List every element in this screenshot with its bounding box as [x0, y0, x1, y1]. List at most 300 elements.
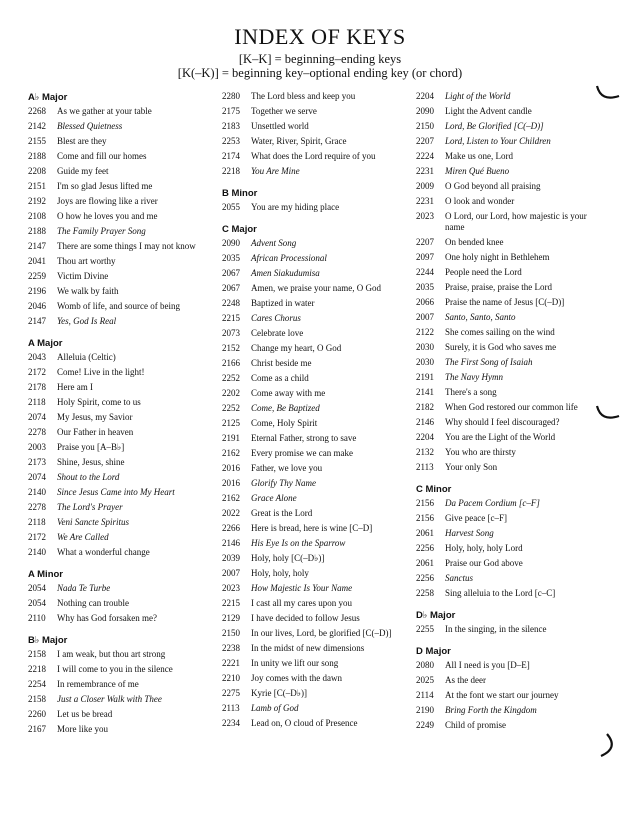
index-entry: [28, 181, 218, 192]
index-column-3: [416, 91, 606, 735]
margin-mark-icon: [593, 398, 623, 428]
index-entry: [222, 91, 412, 102]
hymn-title: What does the Lord require of you: [251, 151, 376, 161]
hymn-title: Just a Closer Walk with Thee: [57, 694, 162, 704]
hymn-title: The Navy Hymn: [445, 372, 503, 382]
hymn-title: Miren Qué Bueno: [445, 166, 510, 176]
index-entry: [28, 256, 218, 267]
hymn-title: His Eye Is on the Sparrow: [251, 538, 346, 548]
index-entry: [222, 688, 412, 699]
index-entry: [222, 433, 412, 444]
index-entry: [222, 166, 412, 177]
index-entry: [222, 313, 412, 324]
hymn-number: 2142: [28, 121, 46, 131]
hymn-number: 2172: [28, 367, 46, 377]
index-entry: [222, 418, 412, 429]
index-column-2: [222, 91, 412, 733]
hymn-title: Let us be bread: [57, 709, 113, 719]
index-entry: [416, 267, 606, 278]
hymn-title: Why should I feel discouraged?: [445, 417, 560, 427]
hymn-title: Sanctus: [445, 573, 473, 583]
index-entry: [222, 373, 412, 384]
hymn-number: 2108: [28, 211, 46, 221]
hymn-number: 2172: [28, 532, 46, 542]
hymn-title: Da Pacem Cordium [c–F]: [445, 498, 540, 508]
hymn-number: 2061: [416, 528, 434, 538]
hymn-title: One holy night in Bethlehem: [445, 252, 550, 262]
section-heading: A Minor: [28, 569, 64, 580]
hymn-number: 2080: [416, 660, 434, 670]
hymn-title: The First Song of Isaiah: [445, 357, 533, 367]
hymn-number: 2256: [416, 543, 434, 553]
hymn-title: Come as a child: [251, 373, 309, 383]
index-entry: [416, 91, 606, 102]
hymn-number: 2025: [416, 675, 434, 685]
index-entry: [28, 457, 218, 468]
hymn-number: 2202: [222, 388, 240, 398]
hymn-number: 2067: [222, 283, 240, 293]
index-entry: [28, 472, 218, 483]
hymn-title: Kyrie [C(–D♭)]: [251, 688, 307, 698]
hymn-number: 2146: [222, 538, 240, 548]
index-entry: [416, 588, 606, 599]
hymn-number: 2204: [416, 432, 434, 442]
hymn-number: 2054: [28, 598, 46, 608]
hymn-number: 2231: [416, 166, 434, 176]
hymn-number: 2259: [28, 271, 46, 281]
hymn-number: 2022: [222, 508, 240, 518]
index-entry: [416, 705, 606, 716]
index-entry: [28, 598, 218, 609]
hymn-title: You are my hiding place: [251, 202, 340, 212]
index-entry: [28, 502, 218, 513]
key-section: [416, 483, 606, 599]
index-entry: [222, 298, 412, 309]
index-entry: [222, 253, 412, 264]
hymn-number: 2156: [416, 498, 434, 508]
index-column-1: [28, 91, 218, 739]
hymn-title: Christ beside me: [251, 358, 312, 368]
hymn-number: 2207: [416, 237, 434, 247]
hymn-title: Joys are flowing like a river: [57, 196, 158, 206]
index-entry: [222, 403, 412, 414]
hymn-number: 2196: [28, 286, 46, 296]
hymn-title: Womb of life, and source of being: [57, 301, 180, 311]
hymn-title: Come and fill our homes: [57, 151, 147, 161]
hymn-number: 2118: [28, 397, 46, 407]
key-section: [28, 634, 218, 735]
index-entry: [416, 121, 606, 132]
section-heading: B Minor: [222, 188, 258, 199]
index-entry: [416, 402, 606, 413]
hymn-title: Holy Spirit, come to us: [57, 397, 141, 407]
index-entry: [416, 498, 606, 509]
hymn-number: 2174: [222, 151, 240, 161]
hymn-number: 2280: [222, 91, 240, 101]
hymn-title: How Majestic Is Your Name: [251, 583, 353, 593]
index-entry: [416, 372, 606, 383]
hymn-title: O look and wonder: [445, 196, 515, 206]
hymn-number: 2166: [222, 358, 240, 368]
key-section: [416, 91, 606, 473]
index-entry: [28, 151, 218, 162]
hymn-number: 2152: [222, 343, 240, 353]
index-entry: [222, 268, 412, 279]
index-entry: [28, 241, 218, 252]
hymn-title: Veni Sancte Spiritus: [57, 517, 129, 527]
hymn-title: People need the Lord: [445, 267, 522, 277]
index-entry: [416, 558, 606, 569]
hymn-title: Yes, God Is Real: [57, 316, 117, 326]
hymn-title: Lamb of God: [251, 703, 299, 713]
hymn-number: 2110: [28, 613, 46, 623]
hymn-title: There's a song: [445, 387, 497, 397]
hymn-title: Joy comes with the dawn: [251, 673, 342, 683]
index-entry: [28, 664, 218, 675]
hymn-number: 2254: [28, 679, 46, 689]
hymn-number: 2253: [222, 136, 240, 146]
hymn-number: 2192: [28, 196, 46, 206]
index-entry: [416, 282, 606, 293]
hymn-title: My Jesus, my Savior: [57, 412, 133, 422]
hymn-title: Glorify Thy Name: [251, 478, 316, 488]
index-entry: [222, 598, 412, 609]
hymn-title: What a wonderful change: [57, 547, 150, 557]
hymn-title: Praise you [A–B♭]: [57, 442, 125, 452]
index-entry: [28, 517, 218, 528]
index-entry: [416, 387, 606, 398]
index-entry: [222, 568, 412, 579]
hymn-title: Surely, it is God who saves me: [445, 342, 557, 352]
hymn-number: 2097: [416, 252, 434, 262]
key-section: [28, 337, 218, 558]
hymn-title: Shine, Jesus, shine: [57, 457, 125, 467]
index-entry: [28, 121, 218, 132]
index-entry: [28, 427, 218, 438]
hymn-number: 2030: [416, 342, 434, 352]
index-entry: [222, 136, 412, 147]
hymn-number: 2156: [416, 513, 434, 523]
hymn-number: 2191: [416, 372, 434, 382]
hymn-title: Make us one, Lord: [445, 151, 513, 161]
hymn-title: Baptized in water: [251, 298, 315, 308]
hymn-title: Holy, holy, holy Lord: [445, 543, 523, 553]
index-entry: [28, 106, 218, 117]
hymn-title: Light of the World: [445, 91, 511, 101]
hymn-title: Praise, praise, praise the Lord: [445, 282, 552, 292]
index-entry: [28, 532, 218, 543]
index-entry: [28, 226, 218, 237]
legend-line-2: [K(–K)] = beginning key–optional ending key (or chord): [177, 66, 463, 80]
hymn-title: Together we serve: [251, 106, 317, 116]
hymn-number: 2055: [222, 202, 240, 212]
hymn-title: Great is the Lord: [251, 508, 313, 518]
hymn-number: 2218: [28, 664, 46, 674]
hymn-title: I have decided to follow Jesus: [251, 613, 360, 623]
hymn-number: 2147: [28, 316, 46, 326]
index-entry: [222, 121, 412, 132]
hymn-title: O how he loves you and me: [57, 211, 158, 221]
hymn-number: 2113: [222, 703, 240, 713]
hymn-number: 2207: [416, 136, 434, 146]
index-entry: [28, 547, 218, 558]
index-entry: [416, 543, 606, 554]
index-entry: [28, 724, 218, 735]
hymn-title: Harvest Song: [445, 528, 494, 538]
hymn-number: 2188: [28, 226, 46, 236]
hymn-number: 2114: [416, 690, 434, 700]
hymn-title: Your only Son: [445, 462, 498, 472]
index-entry: [222, 508, 412, 519]
index-entry: [416, 447, 606, 458]
hymn-number: 2141: [416, 387, 434, 397]
index-entry: [222, 643, 412, 654]
hymn-title: She comes sailing on the wind: [445, 327, 555, 337]
index-entry: [28, 442, 218, 453]
hymn-number: 2125: [222, 418, 240, 428]
index-entry: [416, 181, 606, 192]
key-section: [416, 609, 606, 635]
index-entry: [222, 388, 412, 399]
hymn-title: Unsettled world: [251, 121, 309, 131]
hymn-number: 2039: [222, 553, 240, 563]
hymn-title: Come, Be Baptized: [251, 403, 320, 413]
hymn-title: Bring Forth the Kingdom: [445, 705, 537, 715]
hymn-number: 2023: [222, 583, 240, 593]
hymn-title: Come away with me: [251, 388, 326, 398]
hymn-number: 2266: [222, 523, 240, 533]
hymn-title: You are the Light of the World: [445, 432, 556, 442]
hymn-title: I'm so glad Jesus lifted me: [57, 181, 153, 191]
index-entry: [222, 718, 412, 729]
hymn-number: 2016: [222, 478, 240, 488]
index-entry: [222, 628, 412, 639]
index-entry: [222, 343, 412, 354]
index-entry: [416, 573, 606, 584]
hymn-number: 2158: [28, 694, 46, 704]
hymn-number: 2003: [28, 442, 46, 452]
index-entry: [222, 478, 412, 489]
index-entry: [222, 106, 412, 117]
hymn-number: 2183: [222, 121, 240, 131]
index-entry: [416, 166, 606, 177]
index-entry: [416, 237, 606, 248]
hymn-number: 2175: [222, 106, 240, 116]
index-entry: [28, 286, 218, 297]
hymn-number: 2151: [28, 181, 46, 191]
hymn-title: We walk by faith: [57, 286, 119, 296]
index-entry: [222, 703, 412, 714]
hymn-title: O Lord, our Lord, how majestic is your name: [445, 211, 587, 232]
hymn-number: 2158: [28, 649, 46, 659]
index-entry: [28, 649, 218, 660]
hymn-title: The Lord's Prayer: [57, 502, 123, 512]
section-heading: C Major: [222, 224, 257, 235]
index-entry: [416, 312, 606, 323]
hymn-number: 2140: [28, 547, 46, 557]
hymn-number: 2035: [222, 253, 240, 263]
hymn-title: Holy, holy, holy: [251, 568, 309, 578]
index-entry: [222, 523, 412, 534]
hymn-title: Father, we love you: [251, 463, 323, 473]
index-entry: [222, 463, 412, 474]
index-entry: [416, 675, 606, 686]
hymn-title: Nothing can trouble: [57, 598, 129, 608]
index-entry: [416, 624, 606, 635]
hymn-title: When God restored our common life: [445, 402, 578, 412]
index-entry: [28, 352, 218, 363]
hymn-number: 2066: [416, 297, 434, 307]
index-entry: [416, 528, 606, 539]
hymn-number: 2173: [28, 457, 46, 467]
hymn-number: 2023: [416, 211, 434, 221]
hymn-number: 2234: [222, 718, 240, 728]
index-entry: [416, 690, 606, 701]
index-entry: [28, 382, 218, 393]
index-entry: [416, 660, 606, 671]
hymn-title: Since Jesus Came into My Heart: [57, 487, 175, 497]
hymn-number: 2221: [222, 658, 240, 668]
hymn-number: 2016: [222, 463, 240, 473]
hymn-number: 2073: [222, 328, 240, 338]
hymn-title: In remembrance of me: [57, 679, 139, 689]
hymn-number: 2278: [28, 427, 46, 437]
index-entry: [222, 202, 412, 213]
hymn-title: All I need is you [D–E]: [445, 660, 530, 670]
hymn-title: I will come to you in the silence: [57, 664, 173, 674]
hymn-number: 2147: [28, 241, 46, 251]
hymn-number: 2074: [28, 472, 46, 482]
hymn-number: 2204: [416, 91, 434, 101]
section-heading: A Major: [28, 338, 63, 349]
hymn-number: 2215: [222, 598, 240, 608]
index-entry: [416, 196, 606, 207]
hymn-title: You Are Mine: [251, 166, 300, 176]
hymn-number: 2252: [222, 373, 240, 383]
margin-mark-icon: [593, 730, 623, 760]
hymn-title: Blessed Quietness: [57, 121, 123, 131]
hymn-title: Our Father in heaven: [57, 427, 134, 437]
key-section: [222, 187, 412, 213]
hymn-number: 2150: [222, 628, 240, 638]
hymn-title: Guide my feet: [57, 166, 109, 176]
index-entry: [416, 252, 606, 263]
hymn-title: Victim Divine: [57, 271, 109, 281]
hymn-number: 2113: [416, 462, 434, 472]
hymn-title: In unity we lift our song: [251, 658, 339, 668]
hymn-title: At the font we start our journey: [445, 690, 559, 700]
hymn-title: Thou art worthy: [57, 256, 116, 266]
index-entry: [416, 151, 606, 162]
index-entry: [28, 316, 218, 327]
hymn-title: Come, Holy Spirit: [251, 418, 318, 428]
hymn-number: 2041: [28, 256, 46, 266]
hymn-number: 2191: [222, 433, 240, 443]
hymn-number: 2009: [416, 181, 434, 191]
hymn-title: O God beyond all praising: [445, 181, 541, 191]
index-entry: [28, 412, 218, 423]
index-entry: [222, 553, 412, 564]
index-entry: [28, 679, 218, 690]
index-entry: [28, 709, 218, 720]
hymn-number: 2007: [416, 312, 434, 322]
index-entry: [28, 301, 218, 312]
hymn-title: Lord, Be Glorified [C(–D)]: [445, 121, 544, 131]
index-entry: [28, 613, 218, 624]
index-entry: [222, 493, 412, 504]
hymn-title: In the singing, in the silence: [445, 624, 547, 634]
hymn-title: African Processional: [251, 253, 327, 263]
hymn-number: 2260: [28, 709, 46, 719]
hymn-number: 2275: [222, 688, 240, 698]
key-section: [222, 91, 412, 177]
index-entry: [416, 357, 606, 368]
hymn-number: 2258: [416, 588, 434, 598]
hymn-title: Every promise we can make: [251, 448, 353, 458]
section-heading: B♭ Major: [28, 635, 68, 646]
index-entry: [222, 583, 412, 594]
hymn-title: The Lord bless and keep you: [251, 91, 356, 101]
index-entry: [222, 673, 412, 684]
hymn-number: 2162: [222, 493, 240, 503]
key-section: [222, 223, 412, 729]
index-entry: [416, 327, 606, 338]
hymn-title: Why has God forsaken me?: [57, 613, 157, 623]
hymn-title: Celebrate love: [251, 328, 304, 338]
hymn-title: I am weak, but thou art strong: [57, 649, 166, 659]
index-entry: [416, 513, 606, 524]
hymn-number: 2231: [416, 196, 434, 206]
hymn-number: 2224: [416, 151, 434, 161]
index-entry: [416, 136, 606, 147]
section-heading: D♭ Major: [416, 610, 456, 621]
margin-mark-icon: [593, 78, 623, 108]
hymn-number: 2248: [222, 298, 240, 308]
index-entry: [222, 658, 412, 669]
hymn-number: 2167: [28, 724, 46, 734]
index-entry: [416, 211, 606, 233]
hymn-number: 2218: [222, 166, 240, 176]
hymn-number: 2256: [416, 573, 434, 583]
hymn-title: You who are thirsty: [445, 447, 516, 457]
hymn-title: Water, River, Spirit, Grace: [251, 136, 347, 146]
hymn-number: 2007: [222, 568, 240, 578]
hymn-title: Shout to the Lord: [57, 472, 120, 482]
hymn-title: Alleluia (Celtic): [57, 352, 116, 362]
index-entry: [222, 151, 412, 162]
hymn-title: Sing alleluia to the Lord [c–C]: [445, 588, 556, 598]
index-entry: [28, 166, 218, 177]
hymn-title: We Are Called: [57, 532, 109, 542]
index-entry: [222, 538, 412, 549]
hymn-title: Amen, we praise your name, O God: [251, 283, 381, 293]
hymn-number: 2046: [28, 301, 46, 311]
index-entry: [28, 271, 218, 282]
hymn-title: Eternal Father, strong to save: [251, 433, 357, 443]
hymn-title: Cares Chorus: [251, 313, 301, 323]
hymn-title: Praise our God above: [445, 558, 523, 568]
hymn-title: As the deer: [445, 675, 486, 685]
key-section: [28, 568, 218, 624]
hymn-number: 2074: [28, 412, 46, 422]
hymn-number: 2035: [416, 282, 434, 292]
index-entry: [416, 720, 606, 731]
index-entry: [28, 397, 218, 408]
index-entry: [222, 358, 412, 369]
hymn-title: Child of promise: [445, 720, 506, 730]
hymn-title: In the midst of new dimensions: [251, 643, 365, 653]
section-heading: A♭ Major: [28, 92, 68, 103]
